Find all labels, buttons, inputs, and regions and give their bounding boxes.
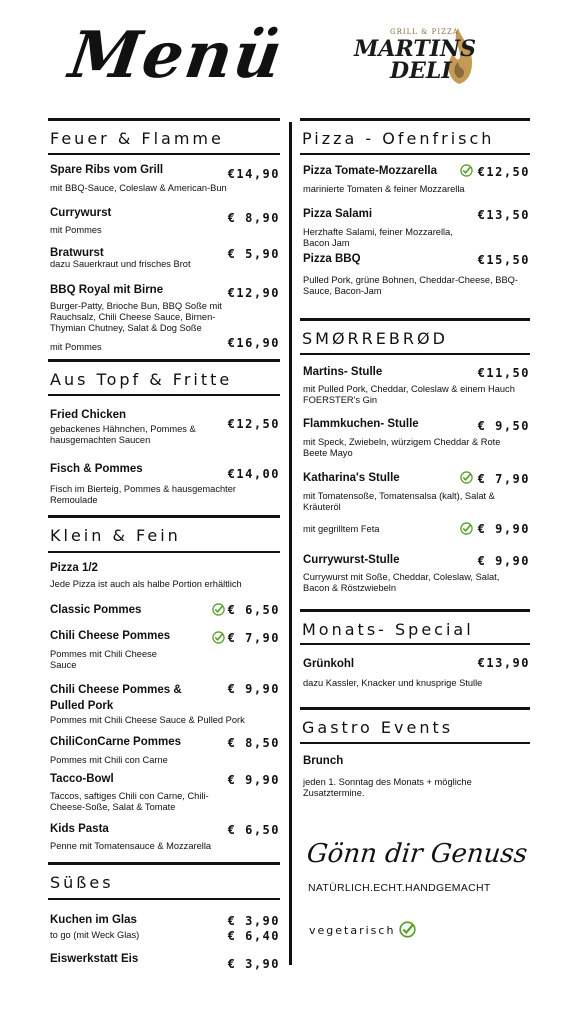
section-title-suesses: Süßes <box>50 873 114 892</box>
item-name: Katharina's Stulle <box>303 472 400 484</box>
item-price: € 9,50 <box>477 419 530 433</box>
divider <box>48 394 280 396</box>
item-desc: Fisch im Bierteig, Pommes & hausgemachter Remoulade <box>50 484 237 505</box>
item-desc: Taccos, saftiges Chili con Carne, Chili-Cheese-Soße, Salat & Tomate <box>50 791 209 812</box>
item-desc: Pommes mit Chili con Carne <box>50 755 168 765</box>
item-name: Fisch & Pommes <box>50 463 143 475</box>
item-price: € 5,90 <box>227 247 280 261</box>
vegetarian-legend-label: vegetarisch <box>309 924 396 937</box>
item-price: € 8,50 <box>227 736 280 750</box>
slogan-text: NATÜRLICH.ECHT.HANDGEMACHT <box>308 882 491 894</box>
divider <box>300 318 530 321</box>
item-price: € 8,90 <box>227 211 280 225</box>
item-name: Bratwurst <box>50 247 104 259</box>
item-desc: dazu Sauerkraut und frisches Brot <box>50 259 191 269</box>
item-price: € 3,90 <box>227 914 280 928</box>
item-name: Chili Cheese Pommes <box>50 630 171 642</box>
item-price: € 9,90 <box>227 682 280 696</box>
item-price: €14,00 <box>227 467 280 481</box>
section-title-pizza: Pizza - Ofenfrisch <box>302 129 495 148</box>
item-price: € 9,90 <box>477 522 530 536</box>
item-desc: Pommes mit Chili Cheese Sauce & Pulled Pork <box>50 715 245 725</box>
logo-line2: DELI <box>390 58 452 84</box>
vegetarian-check-icon <box>399 921 416 938</box>
item-name: Pizza Salami <box>303 208 373 220</box>
item-desc: dazu Kassler, Knacker und knusprige Stulle <box>303 678 483 688</box>
divider <box>300 707 530 710</box>
item-name: Chili Cheese Pommes & Pulled Pork <box>50 684 182 712</box>
item-name: Grünkohl <box>303 658 355 670</box>
item-name: Classic Pommes <box>50 604 142 616</box>
item-price: € 9,90 <box>227 773 280 787</box>
item-name: Currywurst-Stulle <box>303 554 400 566</box>
item-desc: mit Tomatensoße, Tomatensalsa (kalt), Salat & Kräuteröl <box>303 491 495 512</box>
item-price: € 9,90 <box>477 554 530 568</box>
item-price: €12,50 <box>227 417 280 431</box>
item-price: € 3,90 <box>227 957 280 971</box>
item-price: €12,90 <box>227 286 280 300</box>
logo-line1: MARTINS <box>354 36 476 62</box>
item-name: Currywurst <box>50 207 112 219</box>
item-name: Brunch <box>303 755 344 767</box>
item-name: Pizza 1/2 <box>50 562 98 574</box>
divider <box>300 118 530 121</box>
item-desc: mit Pommes <box>50 225 102 235</box>
section-title-klein: Klein & Fein <box>50 526 181 545</box>
item-desc: mit gegrilltem Feta <box>303 524 380 534</box>
divider <box>48 153 280 155</box>
divider <box>48 359 280 362</box>
item-price: €16,90 <box>227 336 280 350</box>
item-name: Spare Ribs vom Grill <box>50 164 164 176</box>
item-name: Kids Pasta <box>50 823 109 835</box>
item-name: Fried Chicken <box>50 409 127 421</box>
item-desc: jeden 1. Sonntag des Monats + mögliche Zusatztermine. <box>303 777 472 798</box>
item-price: € 6,50 <box>227 603 280 617</box>
item-name: Kuchen im Glas <box>50 914 137 926</box>
item-desc: Penne mit Tomatensauce & Mozzarella <box>50 841 212 851</box>
item-price: €12,50 <box>477 165 530 179</box>
item-name: Pizza Tomate-Mozzarella <box>303 165 437 177</box>
divider <box>300 609 530 612</box>
logo <box>350 22 480 92</box>
slogan-script: Gönn dir Genuss <box>305 839 529 869</box>
item-price: €15,50 <box>477 253 530 267</box>
section-title-feuer: Feuer & Flamme <box>50 129 224 148</box>
item-name: BBQ Royal mit Birne <box>50 284 164 296</box>
menu-title: Menü <box>64 18 288 93</box>
item-desc: mit BBQ-Sauce, Coleslaw & American-Bun <box>50 183 227 193</box>
divider <box>300 742 530 744</box>
column-divider <box>289 122 292 965</box>
divider <box>48 862 280 865</box>
divider <box>300 153 530 155</box>
divider <box>48 118 280 121</box>
item-price: €13,90 <box>477 656 530 670</box>
item-desc: mit Speck, Zwiebeln, würzigem Cheddar & Rote Beete Mayo <box>303 437 501 458</box>
item-price: €14,90 <box>227 167 280 181</box>
item-desc: mit Pommes <box>50 342 102 352</box>
divider <box>48 551 280 553</box>
item-name: Pizza BBQ <box>303 253 361 265</box>
item-desc: Herzhafte Salami, feiner Mozzarella, Bacon Jam <box>303 227 453 248</box>
logo-subtitle: GRILL & PIZZA <box>390 28 459 36</box>
section-title-monat: Monats- Special <box>302 620 474 639</box>
section-title-smorrebrod: SMØRREBRØD <box>302 329 448 348</box>
divider <box>48 898 280 900</box>
section-title-topf: Aus Topf & Fritte <box>50 370 233 389</box>
item-name: ChiliConCarne Pommes <box>50 736 181 748</box>
item-price: €11,50 <box>477 366 530 380</box>
item-price: €13,50 <box>477 208 530 222</box>
item-desc: mit Pulled Pork, Cheddar, Coleslaw & einem Hauch FOERSTER's Gin <box>303 384 515 405</box>
item-desc: Pommes mit Chili Cheese Sauce <box>50 649 157 670</box>
item-price: € 6,40 <box>227 929 280 943</box>
item-desc: gebackenes Hähnchen, Pommes & hausgemachten Saucen <box>50 424 196 445</box>
divider <box>300 643 530 645</box>
item-name: Martins- Stulle <box>303 366 383 378</box>
divider <box>300 353 530 355</box>
section-title-events: Gastro Events <box>302 718 454 737</box>
item-desc: Currywurst mit Soße, Cheddar, Coleslaw, Salat, Bacon & Röstzwiebeln <box>303 572 500 593</box>
item-name: Flammkuchen- Stulle <box>303 418 419 430</box>
item-name: Tacco-Bowl <box>50 773 114 785</box>
divider <box>48 515 280 518</box>
item-desc: Jede Pizza ist auch als halbe Portion erhältlich <box>50 579 242 589</box>
item-desc: to go (mit Weck Glas) <box>50 930 140 940</box>
item-price: € 7,90 <box>227 631 280 645</box>
item-desc: Pulled Pork, grüne Bohnen, Cheddar-Cheese, BBQ-Sauce, Bacon-Jam <box>303 275 518 296</box>
item-desc: marinierte Tomaten & feiner Mozzarella <box>303 184 465 194</box>
item-name: Eiswerkstatt Eis <box>50 953 139 965</box>
item-desc: Burger-Patty, Brioche Bun, BBQ Soße mit Rauchsalz, Chili Cheese Sauce, Birnen-Thymian Chutney, Salat & Dog Soße <box>50 301 222 333</box>
item-price: € 6,50 <box>227 823 280 837</box>
item-price: € 7,90 <box>477 472 530 486</box>
